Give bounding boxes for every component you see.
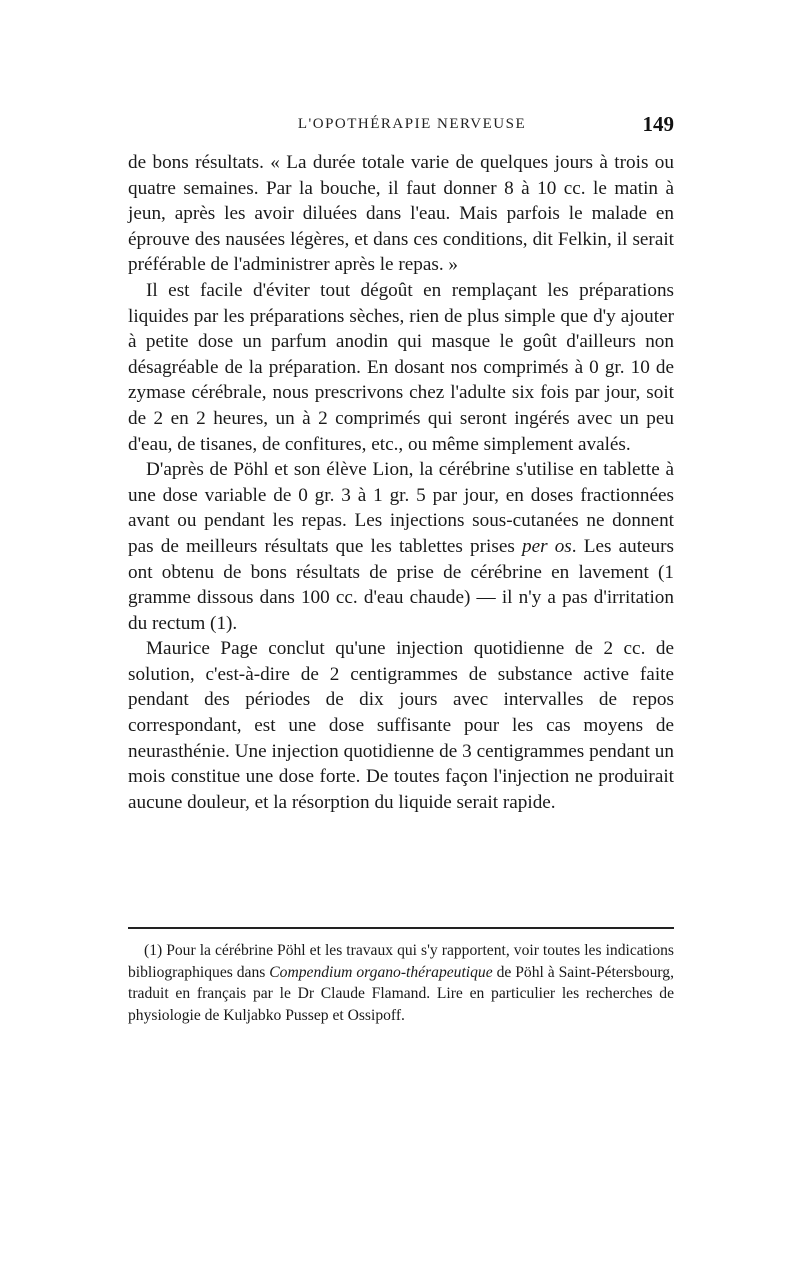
body-text (128, 150, 674, 815)
paragraph-3 (128, 457, 674, 636)
running-title: L'OPOTHÉRAPIE NERVEUSE (297, 116, 527, 132)
paragraph-3-part-2: . Les auteurs ont obtenu de bons résultats de prise de cérébrine en lavement (1 gramme dissous dans 100 cc. d'eau chaude) — il n'y a pas d'irritation du rectum (1). (128, 535, 674, 634)
footnote-part-1: (1) Pour la cérébrine Pöhl et les travaux qui s'y rapportent, voir toutes les indications bibliographiques dans (128, 942, 674, 981)
paragraph-2: Il est facile d'éviter tout dégoût en remplaçant les préparations liquides par les préparations sèches, rien de plus simple que d'y ajouter à petite dose un parfum anodin qui masque le goût d'ailleurs non désagréable de la préparation. En dosant nos comprimés à 0 gr. 10 de zymase cérébrale, nous prescrivons chez l'adulte six fois par jour, soit de 2 en 2 heures, un à 2 comprimés qui seront ingérés avec un peu d'eau, de tisanes, de confitures, etc., ou même simplement avalés. (128, 279, 674, 455)
page-header (128, 112, 676, 142)
footnote-part-2: de Pöhl à Saint-Pétersbourg, traduit en français par le Dr Claude Flamand. Lire en particulier les recherches de physiologie de Kuljabko Pussep et Ossipoff. (128, 963, 674, 1024)
footnotes (128, 940, 674, 1026)
paragraph-4: Maurice Page conclut qu'une injection quotidienne de 2 cc. de solution, c'est-à-dire de 2 centigrammes de substance active faite pendant des périodes de dix jours avec intervalles de repos correspondant, est une dose suffisante pour les cas moyens de neurasthénie. Une injection quotidienne de 3 centigrammes pendant un mois constitue une dose forte. De toutes façon l'injection ne produirait aucune douleur, et la résorption du liquide serait rapide. (128, 638, 674, 813)
paragraph-1: de bons résultats. « La durée totale varie de quelques jours à trois ou quatre semaines. Par la bouche, il faut donner 8 à 10 cc. le matin à jeun, après les avoir diluées dans l'eau. Mais parfois le malade en éprouve des nausées légères, et dans ces conditions, dit Felkin, il serait préférable de l'administrer après le repas. » (128, 152, 674, 276)
paragraph-3-part-1: D'après de Pöhl et son élève Lion, la cérébrine s'utilise en tablette à une dose variable de 0 gr. 3 à 1 gr. 5 par jour, en doses fractionnées avant ou pendant les repas. Les injections sous-cutanées ne donnent pas de meilleurs résultats que les tablettes prises (128, 459, 674, 557)
paragraph-3-italic: per os (521, 535, 572, 557)
page-number: 149 (642, 112, 674, 136)
footnote-italic: Compendium organo-thérapeutique (269, 963, 493, 981)
footnote-rule (128, 927, 674, 929)
footnote-1 (128, 940, 674, 1026)
